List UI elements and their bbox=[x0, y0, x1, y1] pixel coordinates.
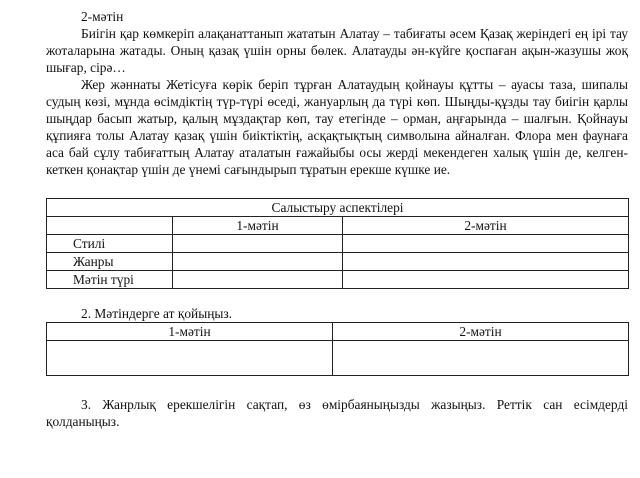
table-row bbox=[47, 235, 629, 253]
comparison-table bbox=[46, 198, 629, 289]
text-2-heading: 2-мәтін bbox=[81, 9, 124, 24]
answer-cell[interactable] bbox=[173, 235, 343, 253]
answer-cell[interactable] bbox=[333, 341, 629, 376]
row-label-text-type: Мәтін түрі bbox=[47, 271, 173, 289]
answer-cell[interactable] bbox=[47, 341, 333, 376]
title-table-col1-header: 1-мәтін bbox=[47, 323, 333, 341]
table-row bbox=[47, 253, 629, 271]
title-table-col2-header: 2-мәтін bbox=[333, 323, 629, 341]
task-2-prompt: 2. Мәтіндерге ат қойыңыз. bbox=[81, 306, 232, 321]
text-2-paragraph-1: Биігін қар көмкеріп алақанаттанып жататын Алатау – табиғаты әсем Қазақ жеріндегі ең ірі тау жоталарына жатады. Оның қазақ үшін орны бөлек. Алатауды ән-күйге қоспаған ақын-жазушы жоқ шығар, сірә… bbox=[46, 26, 628, 75]
title-table bbox=[46, 322, 629, 376]
answer-cell[interactable] bbox=[173, 253, 343, 271]
comparison-table-corner-cell bbox=[47, 217, 173, 235]
text-2-paragraph-2: Жер жәннаты Жетісуға көрік беріп тұрған Алатаудың қойнауы құтты – ауасы таза, шипалы судың көзі, мұнда өсімдіктің түр-түрі өседі, жануарлың да түрі көп. Шыңды-құзды тау биігін қарлы шыңдар басып жатыр, қалың мұздақтар көп, тау етегінде – орман, аңғарында – шалғын. Қойнауы құпияға толы Алатау қазақ үшін биіктіктің, асқақтықтың символына айналған. Флора мен фаунаға аса бай сұлу табиғаттың Алатау аталатын ғажайыбы осы жерді мекендеген халық үшін де, келген-кеткен қонақтар үшін де үнемі сағындырып тұратын ерекше күшке ие. bbox=[46, 77, 628, 177]
row-label-genre: Жанры bbox=[47, 253, 173, 271]
comparison-table-col2-header: 2-мәтін bbox=[343, 217, 629, 235]
document-page bbox=[46, 8, 628, 443]
task-3-prompt: 3. Жанрлық ерекшелігін сақтап, өз өмірбаяныңызды жазыңыз. Реттік сан есімдерді қолданыңыз. bbox=[46, 397, 628, 429]
comparison-table-title: Салыстыру аспектілері bbox=[47, 199, 629, 217]
table-row bbox=[47, 271, 629, 289]
answer-cell[interactable] bbox=[173, 271, 343, 289]
answer-cell[interactable] bbox=[343, 235, 629, 253]
answer-cell[interactable] bbox=[343, 271, 629, 289]
answer-cell[interactable] bbox=[343, 253, 629, 271]
comparison-table-col1-header: 1-мәтін bbox=[173, 217, 343, 235]
row-label-style: Стилі bbox=[47, 235, 173, 253]
